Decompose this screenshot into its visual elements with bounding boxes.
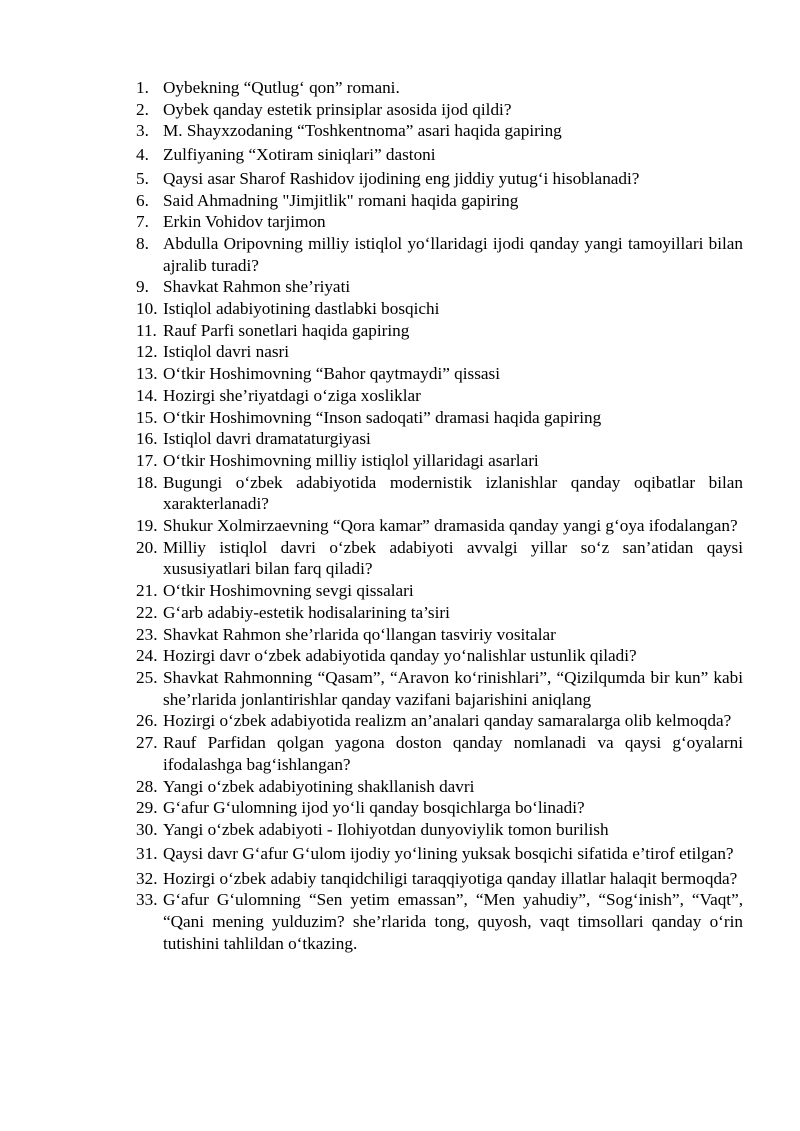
item-number: 14.: [136, 385, 158, 405]
item-number: 18.: [136, 472, 158, 492]
list-item: [136, 515, 743, 537]
item-number: 19.: [136, 516, 158, 536]
list-item: [136, 428, 743, 450]
item-text: Istiqlol davri nasri: [163, 342, 290, 362]
item-number: 25.: [136, 667, 158, 687]
item-text: O‘tkir Hoshimovning sevgi qissalari: [163, 581, 414, 601]
item-text: Hozirgi o‘zbek adabiyotida realizm an’analari qanday samaralarga olib kelmoqda?: [163, 711, 732, 731]
item-text: Istiqlol davri dramataturgiyasi: [163, 429, 371, 449]
item-number: 23.: [136, 624, 158, 644]
item-text: G‘afur G‘ulomning ijod yo‘li qanday bosqichlarga bo‘linadi?: [163, 798, 585, 818]
item-text: Hozirgi davr o‘zbek adabiyotida qanday yo‘nalishlar ustunlik qiladi?: [163, 646, 637, 666]
list-item: [136, 776, 743, 798]
list-item: [136, 276, 743, 298]
item-number: 5.: [136, 168, 149, 188]
item-number: 8.: [136, 233, 149, 253]
list-item: [136, 841, 743, 866]
item-text: M. Shayxzodaning “Toshkentnoma” asari haqida gapiring: [163, 121, 562, 141]
list-item: [136, 211, 743, 233]
item-number: 26.: [136, 711, 158, 731]
list-item: [136, 797, 743, 819]
item-text: Rauf Parfi sonetlari haqida gapiring: [163, 320, 410, 340]
list-item: [136, 537, 743, 580]
list-item: [136, 407, 743, 429]
item-text: O‘tkir Hoshimovning “Inson sadoqati” dramasi haqida gapiring: [163, 407, 602, 427]
item-number: 13.: [136, 364, 158, 384]
item-text: Oybekning “Qutlug‘ qon” romani.: [163, 78, 400, 97]
item-text: Zulfiyaning “Xotiram siniqlari” dastoni: [163, 145, 436, 165]
item-text: O‘tkir Hoshimovning milliy istiqlol yillaridagi asarlari: [163, 450, 539, 470]
item-text: Istiqlol adabiyotining dastlabki bosqichi: [163, 299, 440, 319]
item-number: 15.: [136, 407, 158, 427]
item-number: 32.: [136, 868, 158, 888]
item-number: 12.: [136, 342, 158, 362]
item-text: Shukur Xolmirzaevning “Qora kamar” dramasida qanday yangi g‘oya ifodalangan?: [163, 516, 738, 536]
item-text: Bugungi o‘zbek adabiyotida modernistik izlanishlar qanday oqibatlar bilan xarakterlanadi?: [163, 472, 743, 514]
item-text: Shavkat Rahmonning “Qasam”, “Aravon ko‘rinishlari”, “Qizilqumda bir kun” kabi she’rlarida jonlantirishlar qanday vazifani bajarishini aniqlang: [163, 667, 743, 709]
item-number: 30.: [136, 819, 158, 839]
item-number: 22.: [136, 602, 158, 622]
item-number: 31.: [136, 843, 158, 863]
list-item: [136, 819, 743, 841]
item-number: 1.: [136, 78, 149, 97]
item-number: 2.: [136, 99, 149, 119]
list-item: [136, 144, 743, 166]
list-item: [136, 320, 743, 342]
list-item: [136, 580, 743, 602]
item-number: 20.: [136, 537, 158, 557]
item-number: 28.: [136, 776, 158, 796]
item-text: Milliy istiqlol davri o‘zbek adabiyoti avvalgi yillar so‘z san’atidan qaysi xususiyatlari bilan farq qiladi?: [163, 537, 743, 579]
item-number: 33.: [136, 890, 158, 910]
list-item: [136, 868, 743, 890]
question-list: [136, 77, 743, 954]
item-text: G‘arb adabiy-estetik hodisalarining ta’siri: [163, 602, 450, 622]
list-item: [136, 385, 743, 407]
item-number: 7.: [136, 212, 149, 232]
item-number: 16.: [136, 429, 158, 449]
item-number: 21.: [136, 581, 158, 601]
item-number: 3.: [136, 121, 149, 141]
item-text: Qaysi asar Sharof Rashidov ijodining eng jiddiy yutug‘i hisoblanadi?: [163, 168, 640, 188]
list-item: [136, 472, 743, 515]
list-item: [136, 120, 743, 142]
item-number: 9.: [136, 277, 149, 297]
list-item: [136, 77, 743, 99]
list-item: [136, 889, 743, 954]
list-item: [136, 602, 743, 624]
list-item: [136, 624, 743, 646]
list-item: [136, 363, 743, 385]
list-item: [136, 341, 743, 363]
item-text: Shavkat Rahmon she’riyati: [163, 277, 351, 297]
item-number: 6.: [136, 190, 149, 210]
item-text: Oybek qanday estetik prinsiplar asosida ijod qildi?: [163, 99, 512, 119]
list-item: [136, 667, 743, 710]
item-text: Hozirgi she’riyatdagi o‘ziga xosliklar: [163, 385, 421, 405]
list-item: [136, 450, 743, 472]
item-number: 17.: [136, 450, 158, 470]
item-number: 29.: [136, 798, 158, 818]
item-number: 11.: [136, 320, 157, 340]
item-number: 24.: [136, 646, 158, 666]
item-number: 27.: [136, 733, 158, 753]
list-item: [136, 710, 743, 732]
item-text: Abdulla Oripovning milliy istiqlol yo‘llaridagi ijodi qanday yangi tamoyillari bilan ajralib turadi?: [163, 233, 743, 275]
list-item: [136, 99, 743, 121]
list-item: [136, 168, 743, 190]
item-number: 10.: [136, 299, 158, 319]
item-text: Yangi o‘zbek adabiyotining shakllanish davri: [163, 776, 475, 796]
item-text: Hozirgi o‘zbek adabiy tanqidchiligi taraqqiyotiga qanday illatlar halaqit bermoqda?: [163, 868, 738, 888]
list-item: [136, 732, 743, 775]
list-item: [136, 645, 743, 667]
list-item: [136, 298, 743, 320]
item-number: 4.: [136, 145, 149, 165]
item-text: Rauf Parfidan qolgan yagona doston qanday nomlanadi va qaysi g‘oyalarni ifodalashga bag‘ishlangan?: [163, 733, 743, 774]
list-item: [136, 233, 743, 276]
item-text: Yangi o‘zbek adabiyoti - Ilohiyotdan dunyoviylik tomon burilish: [163, 819, 609, 839]
item-text: G‘afur G‘ulomning “Sen yetim emassan”, “Men yahudiy”, “Sog‘inish”, “Vaqt”, “Qani mening yulduzim? she’rlarida tong, quyosh, vaqt timsollari qanday o‘rin tutishini tahlildan o‘tkazing.: [163, 890, 743, 953]
item-text: Erkin Vohidov tarjimon: [163, 212, 326, 232]
item-text: Said Ahmadning "Jimjitlik" romani haqida gapiring: [163, 190, 519, 210]
item-text: Qaysi davr G‘afur G‘ulom ijodiy yo‘lining yuksak bosqichi sifatida e’tirof etilgan?: [163, 843, 734, 863]
item-text: O‘tkir Hoshimovning “Bahor qaytmaydi” qissasi: [163, 364, 501, 384]
list-item: [136, 190, 743, 212]
item-text: Shavkat Rahmon she’rlarida qo‘llangan tasviriy vositalar: [163, 624, 556, 644]
